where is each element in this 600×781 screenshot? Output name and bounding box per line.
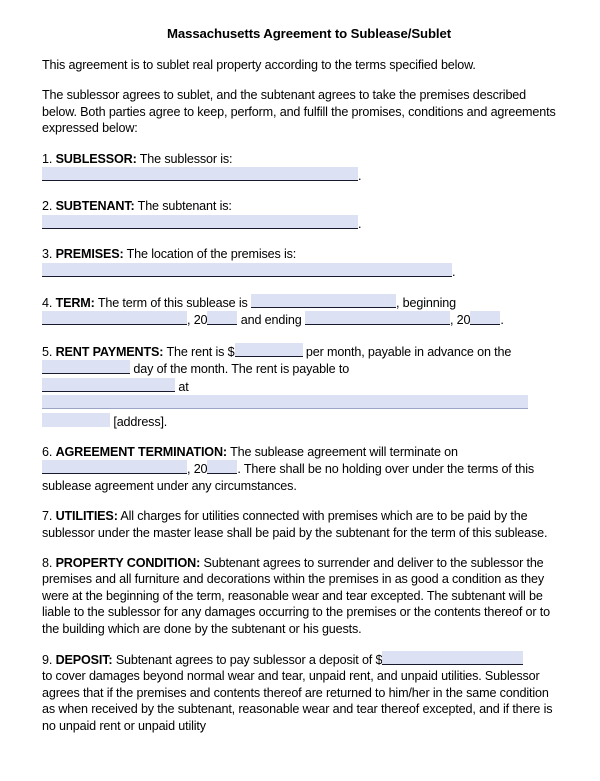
- section-term: [42, 294, 558, 329]
- page-title: Massachusetts Agreement to Sublease/Sublet: [166, 26, 452, 41]
- subtenant-period: .: [358, 216, 362, 231]
- rent-line-4: [42, 413, 558, 430]
- property-condition-body: Subtenant agrees to surrender and deliver to the sublessor the premises and all furniture and decorations within the premises in as good a condition as they were at the beginning of the term, reasonable wear and tear excepted. The subtenant will be liable to the sublessor for any damages occurring to the premises or the contents thereof or to the building which are done by the subtenant or his guests.: [42, 555, 550, 636]
- rent-line-3: [42, 395, 558, 412]
- premises-period: .: [452, 264, 456, 279]
- term-text-c: , 20: [187, 313, 208, 328]
- subtenant-name-field[interactable]: [42, 215, 358, 229]
- sublessor-heading: SUBLESSOR: [55, 151, 133, 166]
- subtenant-heading: SUBTENANT: [55, 199, 131, 214]
- term-text-d: and ending: [240, 313, 302, 328]
- term-line-2: [42, 311, 558, 328]
- property-condition-colon: :: [196, 555, 201, 570]
- utilities-colon: :: [113, 509, 118, 524]
- deposit-line-1: [42, 651, 558, 668]
- sublessor-field-line: [42, 167, 558, 184]
- termination-line-1: [42, 444, 558, 460]
- rent-colon: :: [159, 344, 164, 359]
- rent-address-line2-field[interactable]: [42, 413, 110, 427]
- rent-number: 5.: [42, 344, 53, 359]
- subtenant-lead-text: The subtenant is:: [137, 199, 232, 214]
- term-length-field[interactable]: [251, 294, 396, 308]
- rent-due-day-field[interactable]: [42, 360, 130, 374]
- deposit-body-line: [42, 668, 558, 734]
- premises-heading: PREMISES: [55, 247, 120, 262]
- rent-line-1: [42, 343, 558, 378]
- rent-address-line1-field[interactable]: [42, 395, 528, 409]
- termination-text-c: . There shall be no holding over under the terms of this sublease agreement under any circumstances.: [42, 462, 534, 493]
- deposit-colon: :: [108, 652, 113, 667]
- term-text-e: , 20: [449, 313, 471, 328]
- sublessor-colon: :: [132, 151, 137, 166]
- term-end-date-field[interactable]: [305, 311, 450, 325]
- subtenant-number: 2.: [42, 199, 53, 214]
- rent-text-d: at: [178, 379, 189, 394]
- premises-number: 3.: [42, 247, 53, 262]
- sublessor-name-field[interactable]: [42, 167, 358, 181]
- property-condition-number: 8.: [42, 555, 53, 570]
- termination-text-a: The sublease agreement will terminate on: [230, 444, 458, 459]
- section-subtenant: [42, 198, 558, 232]
- rent-heading: RENT PAYMENTS: [55, 344, 160, 359]
- subtenant-colon: :: [130, 199, 135, 214]
- term-text-b: , beginning: [395, 296, 456, 311]
- deposit-text-a: Subtenant agrees to pay sublessor a deposit of $: [115, 652, 383, 667]
- utilities-number: 7.: [42, 509, 53, 524]
- rent-line-2: [42, 378, 558, 395]
- sublessor-number: 1.: [42, 151, 53, 166]
- section-sublessor: [42, 151, 558, 185]
- termination-text-b: , 20: [187, 462, 208, 477]
- section-utilities: [42, 508, 558, 541]
- rent-address-label: [address].: [113, 414, 168, 429]
- utilities-heading: UTILITIES: [55, 509, 114, 524]
- sublessor-lead-text: The sublessor is:: [139, 151, 233, 166]
- sublessor-heading-line: [42, 151, 558, 167]
- rent-text-b: per month, payable in advance on the: [305, 344, 512, 359]
- deposit-amount-field[interactable]: [382, 651, 523, 665]
- section-rent-payments: [42, 343, 558, 430]
- term-begin-year-field[interactable]: [207, 311, 237, 325]
- sublessor-period: .: [358, 169, 362, 184]
- term-period: .: [500, 313, 504, 328]
- rent-payee-field[interactable]: [42, 378, 175, 392]
- premises-lead-text: The location of the premises is:: [126, 247, 297, 262]
- section-deposit: [42, 651, 558, 734]
- intro-paragraph-1: This agreement is to sublet real property according to the terms specified below.: [42, 58, 476, 72]
- deposit-body: to cover damages beyond normal wear and tear, unpaid rent, and unpaid utilities. Sublessor agrees that if the premises and contents thereof are returned to him/her in the same condition as when received by the subtenant, reasonable wear and tear thereof excepted, and if there is no unpaid rent or unpaid utility: [42, 669, 553, 733]
- termination-year-field[interactable]: [207, 460, 237, 474]
- premises-heading-line: [42, 246, 558, 262]
- termination-date-field[interactable]: [42, 460, 187, 474]
- section-property-condition: [42, 555, 558, 637]
- term-end-year-field[interactable]: [470, 311, 500, 325]
- premises-colon: :: [119, 247, 124, 262]
- termination-number: 6.: [42, 444, 53, 459]
- section-agreement-termination: [42, 444, 558, 494]
- deposit-number: 9.: [42, 652, 53, 667]
- section-premises: [42, 246, 558, 280]
- term-line-1: [42, 294, 558, 311]
- deposit-heading: DEPOSIT: [55, 652, 109, 667]
- termination-line-2: [42, 460, 558, 494]
- premises-location-field[interactable]: [42, 263, 452, 277]
- rent-text-a: The rent is $: [166, 344, 235, 359]
- term-heading: TERM: [55, 296, 91, 311]
- rent-amount-field[interactable]: [235, 343, 303, 357]
- premises-field-line: [42, 263, 558, 280]
- property-condition-heading: PROPERTY CONDITION: [55, 555, 197, 570]
- subtenant-field-line: [42, 215, 558, 232]
- term-text-a: The term of this sublease is: [97, 296, 248, 311]
- intro-paragraph-2: The sublessor agrees to sublet, and the subtenant agrees to take the premises described below. Both parties agree to keep, perform, and fulfill the promises, conditions and agreements expressed below:: [42, 88, 556, 136]
- term-number: 4.: [42, 296, 53, 311]
- term-colon: :: [90, 296, 95, 311]
- termination-heading: AGREEMENT TERMINATION: [55, 444, 223, 459]
- rent-text-c: day of the month. The rent is payable to: [133, 362, 350, 377]
- subtenant-heading-line: [42, 198, 558, 214]
- utilities-body: All charges for utilities connected with premises which are to be paid by the sublessor under the master lease shall be paid by the subtenant for the term of this sublease.: [42, 509, 548, 540]
- termination-colon: :: [222, 444, 227, 459]
- term-begin-date-field[interactable]: [42, 311, 187, 325]
